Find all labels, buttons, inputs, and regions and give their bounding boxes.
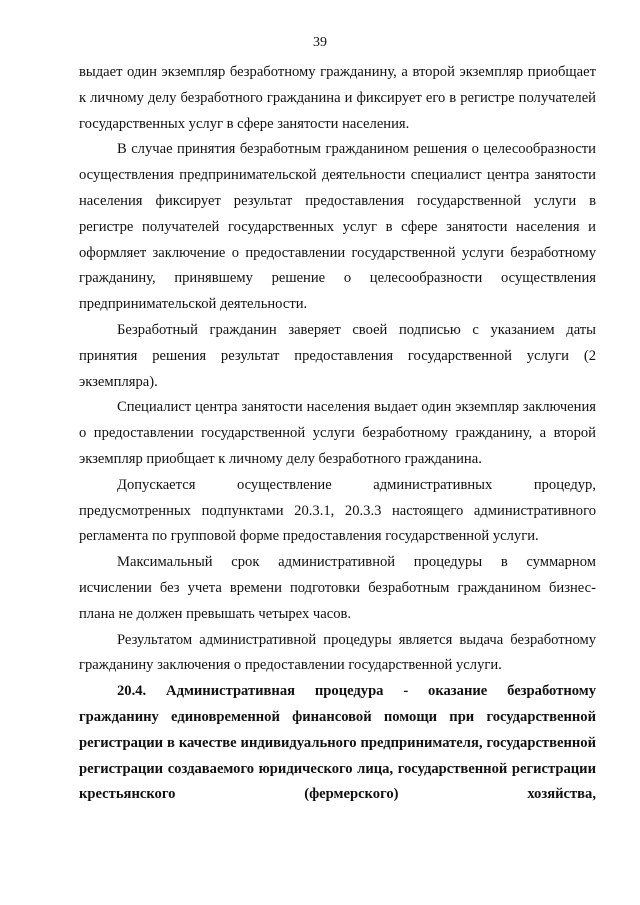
paragraph-issue-copy: Специалист центра занятости населения выдает один экземпляр заключения о предоставлении государственной услуги безработному гражданину, а второй экземпляр приобщает к личному делу безработного гражданина. (79, 399, 596, 467)
page-number: 39 (313, 35, 327, 50)
document-body (79, 60, 596, 808)
paragraph-signature: Безработный гражданин заверяет своей подписью с указанием даты принятия решения результат предоставления государственной услуги (2 экземпляра). (79, 321, 596, 390)
paragraph-result: Результатом административной процедуры является выдача безработному гражданину заключения о предоставлении государственной услуги. (79, 631, 596, 674)
section-heading-20-4: 20.4. Административная процедура - оказание безработному гражданину единовременной финансовой помощи при государственной регистрации в качестве индивидуального предпринимателя, государственной регистрации создаваемого юридического лица, государственной регистрации крестьянского (фермерского) хозяйства, (79, 683, 596, 803)
paragraph-max-duration: Максимальный срок административной процедуры в суммарном исчислении без учета времени подготовки безработным гражданином бизнес-плана не должен превышать четырех часов. (79, 554, 596, 622)
paragraph-group-form: Допускается осуществление административных процедур, предусмотренных подпунктами 20.3.1, 20.3.3 настоящего административного регламента по групповой форме предоставления государственной услуги. (79, 476, 596, 545)
paragraph-decision-fixation: В случае принятия безработным гражданином решения о целесообразности осуществления предпринимательской деятельности специалист центра занятости населения фиксирует результат предоставления государственной услуги в регистре получателей государственных услуг в сфере занятости населения и оформляет заключение о предоставлении государственной услуги безработному гражданину, принявшему решение о целесообразности осуществления предпринимательской деятельности. (79, 141, 596, 313)
paragraph-continuation: выдает один экземпляр безработному гражданину, а второй экземпляр приобщает к личному делу безработного гражданина и фиксирует его в регистре получателей государственных услуг в сфере занятости населения. (79, 64, 596, 132)
